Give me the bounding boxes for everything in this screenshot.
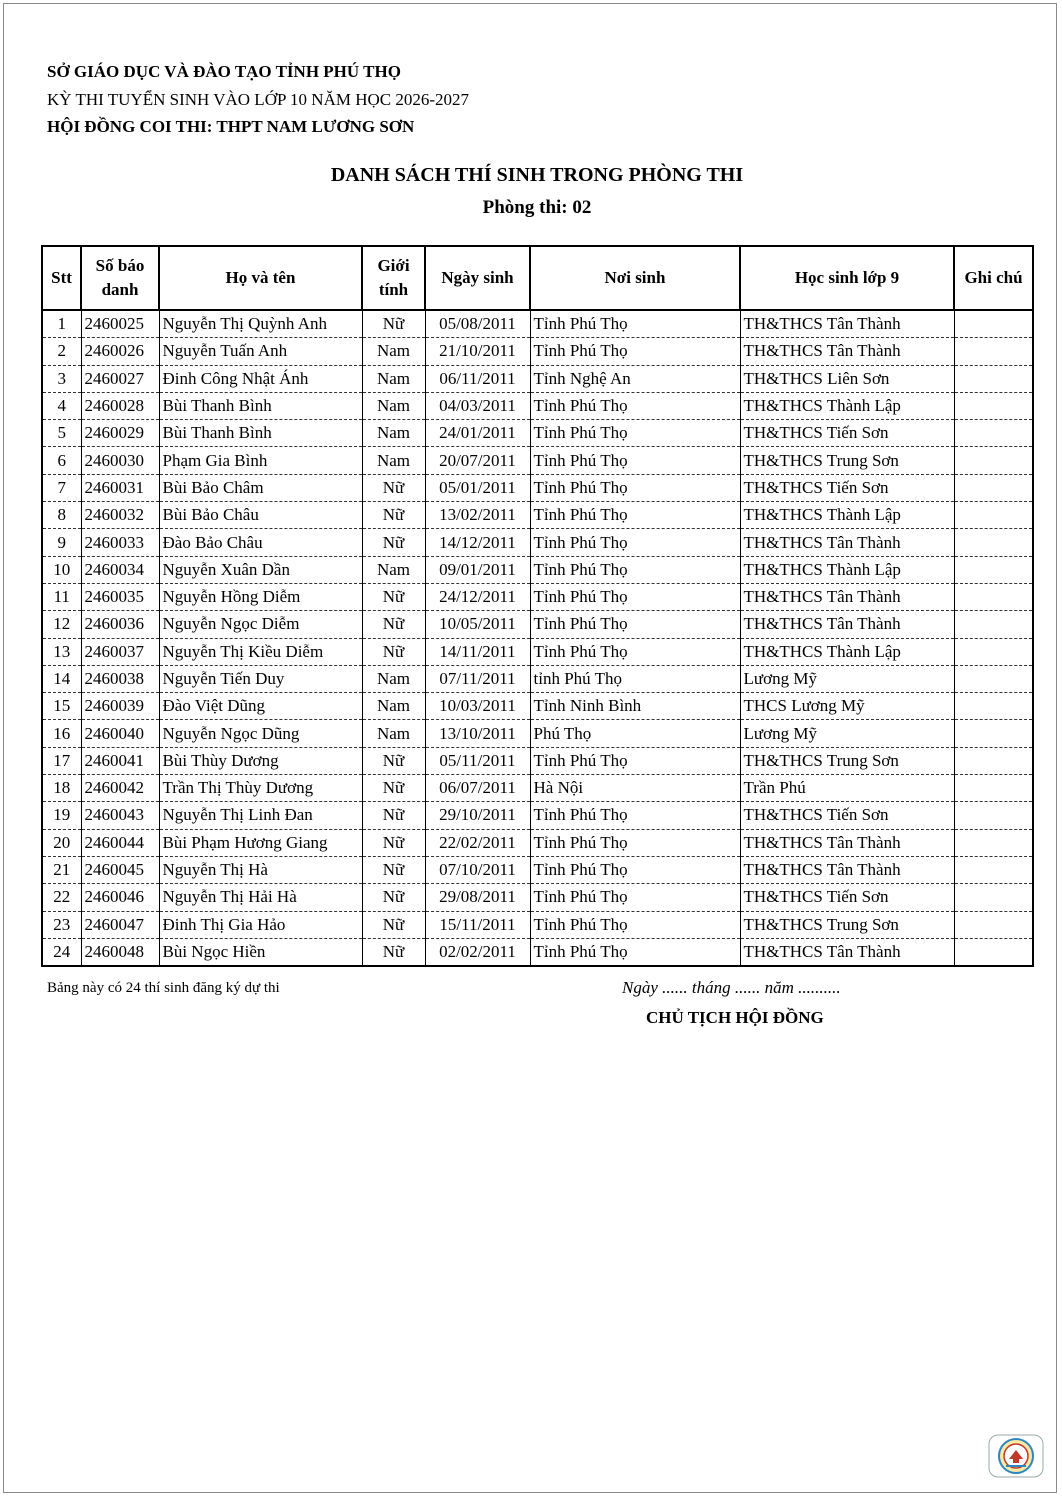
table-row [42, 720, 1033, 747]
cell-dob: 21/10/2011 [425, 338, 530, 365]
cell-note [954, 911, 1033, 938]
cell-gender: Nữ [362, 611, 425, 638]
cell-note [954, 365, 1033, 392]
cell-name: Nguyễn Xuân Dần [159, 556, 362, 583]
cell-sbd: 2460037 [81, 638, 159, 665]
cell-pob: Tỉnh Phú Thọ [530, 884, 740, 911]
cell-name: Bùi Thanh Bình [159, 420, 362, 447]
cell-dob: 29/10/2011 [425, 802, 530, 829]
cell-gender: Nam [362, 420, 425, 447]
cell-pob: Tỉnh Nghệ An [530, 365, 740, 392]
table-row [42, 747, 1033, 774]
cell-note [954, 529, 1033, 556]
cell-pob: Tỉnh Phú Thọ [530, 556, 740, 583]
cell-stt: 2 [42, 338, 81, 365]
cell-school: TH&THCS Tiến Sơn [740, 474, 954, 501]
department-heading: SỞ GIÁO DỤC VÀ ĐÀO TẠO TỈNH PHÚ THỌ [47, 62, 401, 81]
cell-note [954, 829, 1033, 856]
cell-stt: 9 [42, 529, 81, 556]
cell-name: Nguyễn Tiến Duy [159, 665, 362, 692]
cell-pob: Tỉnh Phú Thọ [530, 338, 740, 365]
cell-stt: 18 [42, 775, 81, 802]
table-header-row [42, 246, 1033, 310]
cell-school: TH&THCS Tân Thành [740, 310, 954, 338]
cell-school: TH&THCS Tiến Sơn [740, 420, 954, 447]
cell-stt: 19 [42, 802, 81, 829]
cell-dob: 24/12/2011 [425, 583, 530, 610]
cell-pob: Tỉnh Phú Thọ [530, 802, 740, 829]
cell-pob: Tỉnh Phú Thọ [530, 583, 740, 610]
cell-note [954, 856, 1033, 883]
table-row [42, 502, 1033, 529]
cell-dob: 24/01/2011 [425, 420, 530, 447]
cell-dob: 05/08/2011 [425, 310, 530, 338]
cell-pob: tỉnh Phú Thọ [530, 665, 740, 692]
cell-sbd: 2460040 [81, 720, 159, 747]
cell-note [954, 310, 1033, 338]
cell-dob: 13/02/2011 [425, 502, 530, 529]
cell-school: TH&THCS Tân Thành [740, 611, 954, 638]
cell-dob: 02/02/2011 [425, 938, 530, 966]
cell-gender: Nam [362, 720, 425, 747]
cell-name: Đinh Thị Gia Hảo [159, 911, 362, 938]
cell-name: Nguyễn Thị Hà [159, 856, 362, 883]
cell-stt: 15 [42, 693, 81, 720]
cell-sbd: 2460039 [81, 693, 159, 720]
cell-name: Nguyễn Tuấn Anh [159, 338, 362, 365]
cell-school: TH&THCS Thành Lập [740, 392, 954, 419]
cell-school: TH&THCS Tân Thành [740, 583, 954, 610]
cell-school: TH&THCS Thành Lập [740, 638, 954, 665]
cell-sbd: 2460032 [81, 502, 159, 529]
table-row [42, 365, 1033, 392]
cell-pob: Tỉnh Phú Thọ [530, 447, 740, 474]
cell-dob: 22/02/2011 [425, 829, 530, 856]
cell-pob: Tỉnh Phú Thọ [530, 611, 740, 638]
cell-note [954, 638, 1033, 665]
cell-pob: Tỉnh Phú Thọ [530, 829, 740, 856]
cell-gender: Nữ [362, 310, 425, 338]
table-row [42, 884, 1033, 911]
cell-gender: Nữ [362, 474, 425, 501]
cell-name: Đinh Công Nhật Ánh [159, 365, 362, 392]
cell-name: Bùi Thanh Bình [159, 392, 362, 419]
cell-stt: 14 [42, 665, 81, 692]
cell-name: Nguyễn Ngọc Dũng [159, 720, 362, 747]
cell-school: Lương Mỹ [740, 665, 954, 692]
cell-school: TH&THCS Trung Sơn [740, 447, 954, 474]
cell-name: Nguyễn Thị Quỳnh Anh [159, 310, 362, 338]
table-row [42, 938, 1033, 966]
table-row [42, 829, 1033, 856]
cell-dob: 10/05/2011 [425, 611, 530, 638]
col-header-dob: Ngày sinh [425, 246, 530, 310]
cell-note [954, 775, 1033, 802]
room-number: Phòng thi: 02 [482, 197, 592, 218]
cell-name: Đào Bảo Châu [159, 529, 362, 556]
table-row [42, 392, 1033, 419]
cell-note [954, 474, 1033, 501]
cell-dob: 05/11/2011 [425, 747, 530, 774]
cell-note [954, 665, 1033, 692]
cell-pob: Tỉnh Phú Thọ [530, 938, 740, 966]
cell-gender: Nữ [362, 802, 425, 829]
cell-sbd: 2460046 [81, 884, 159, 911]
table-row [42, 911, 1033, 938]
cell-name: Nguyễn Thị Kiều Diễm [159, 638, 362, 665]
cell-stt: 8 [42, 502, 81, 529]
cell-pob: Tỉnh Phú Thọ [530, 747, 740, 774]
cell-stt: 12 [42, 611, 81, 638]
col-header-school: Học sinh lớp 9 [740, 246, 954, 310]
cell-sbd: 2460041 [81, 747, 159, 774]
cell-name: Phạm Gia Bình [159, 447, 362, 474]
col-header-sbd-line1: Số báo [95, 256, 145, 275]
cell-stt: 5 [42, 420, 81, 447]
col-header-sbd [81, 246, 159, 310]
cell-name: Nguyễn Hồng Diễm [159, 583, 362, 610]
cell-note [954, 392, 1033, 419]
date-line: Ngày ...... tháng ...... năm .......... [622, 978, 841, 997]
cell-dob: 07/10/2011 [425, 856, 530, 883]
cell-sbd: 2460027 [81, 365, 159, 392]
cell-name: Bùi Bảo Châm [159, 474, 362, 501]
col-header-name: Họ và tên [159, 246, 362, 310]
exam-heading: KỲ THI TUYỂN SINH VÀO LỚP 10 NĂM HỌC 2026-2027 [47, 90, 470, 109]
table-row [42, 529, 1033, 556]
cell-sbd: 2460036 [81, 611, 159, 638]
cell-pob: Tỉnh Phú Thọ [530, 638, 740, 665]
table-row [42, 693, 1033, 720]
cell-school: TH&THCS Tân Thành [740, 338, 954, 365]
cell-stt: 23 [42, 911, 81, 938]
cell-gender: Nam [362, 365, 425, 392]
cell-sbd: 2460047 [81, 911, 159, 938]
col-header-pob: Nơi sinh [530, 246, 740, 310]
cell-sbd: 2460048 [81, 938, 159, 966]
cell-sbd: 2460035 [81, 583, 159, 610]
cell-note [954, 556, 1033, 583]
col-header-sbd-line2: danh [101, 280, 139, 299]
cell-school: TH&THCS Tân Thành [740, 856, 954, 883]
col-header-gender [362, 246, 425, 310]
cell-dob: 10/03/2011 [425, 693, 530, 720]
cell-school: TH&THCS Trung Sơn [740, 747, 954, 774]
table-row [42, 447, 1033, 474]
cell-dob: 29/08/2011 [425, 884, 530, 911]
cell-gender: Nữ [362, 938, 425, 966]
cell-pob: Hà Nội [530, 775, 740, 802]
table-row [42, 556, 1033, 583]
cell-school: TH&THCS Liên Sơn [740, 365, 954, 392]
cell-school: TH&THCS Thành Lập [740, 556, 954, 583]
cell-school: Trần Phú [740, 775, 954, 802]
cell-note [954, 802, 1033, 829]
cell-stt: 24 [42, 938, 81, 966]
cell-pob: Tỉnh Phú Thọ [530, 856, 740, 883]
cell-sbd: 2460042 [81, 775, 159, 802]
cell-sbd: 2460044 [81, 829, 159, 856]
table-row [42, 665, 1033, 692]
table-row [42, 310, 1033, 338]
cell-school: TH&THCS Tiến Sơn [740, 884, 954, 911]
cell-gender: Nữ [362, 884, 425, 911]
cell-sbd: 2460045 [81, 856, 159, 883]
cell-note [954, 693, 1033, 720]
cell-pob: Tỉnh Ninh Bình [530, 693, 740, 720]
cell-dob: 15/11/2011 [425, 911, 530, 938]
cell-note [954, 720, 1033, 747]
cell-name: Bùi Bảo Châu [159, 502, 362, 529]
exam-council-heading: HỘI ĐỒNG COI THI: THPT NAM LƯƠNG SƠN [47, 117, 415, 136]
cell-sbd: 2460028 [81, 392, 159, 419]
cell-school: TH&THCS Tân Thành [740, 938, 954, 966]
col-header-gender-line1: Giới [377, 256, 410, 275]
cell-stt: 4 [42, 392, 81, 419]
cell-gender: Nữ [362, 829, 425, 856]
col-header-note: Ghi chú [954, 246, 1033, 310]
col-header-stt: Stt [42, 246, 81, 310]
cell-gender: Nam [362, 392, 425, 419]
cell-stt: 7 [42, 474, 81, 501]
cell-gender: Nữ [362, 911, 425, 938]
cell-name: Nguyễn Thị Hải Hà [159, 884, 362, 911]
cell-dob: 07/11/2011 [425, 665, 530, 692]
cell-sbd: 2460025 [81, 310, 159, 338]
candidate-table [41, 245, 1034, 967]
cell-dob: 13/10/2011 [425, 720, 530, 747]
table-row [42, 638, 1033, 665]
document-title: DANH SÁCH THÍ SINH TRONG PHÒNG THI [330, 164, 744, 186]
cell-pob: Tỉnh Phú Thọ [530, 502, 740, 529]
cell-dob: 14/12/2011 [425, 529, 530, 556]
cell-pob: Tỉnh Phú Thọ [530, 310, 740, 338]
cell-gender: Nam [362, 693, 425, 720]
cell-stt: 20 [42, 829, 81, 856]
cell-note [954, 502, 1033, 529]
cell-sbd: 2460031 [81, 474, 159, 501]
cell-name: Nguyễn Ngọc Diễm [159, 611, 362, 638]
table-row [42, 474, 1033, 501]
cell-note [954, 420, 1033, 447]
col-header-gender-line2: tính [378, 280, 409, 299]
cell-pob: Tỉnh Phú Thọ [530, 911, 740, 938]
cell-note [954, 747, 1033, 774]
cell-note [954, 583, 1033, 610]
cell-pob: Tỉnh Phú Thọ [530, 474, 740, 501]
cell-stt: 1 [42, 310, 81, 338]
cell-school: TH&THCS Tiến Sơn [740, 802, 954, 829]
cell-gender: Nữ [362, 856, 425, 883]
cell-dob: 20/07/2011 [425, 447, 530, 474]
cell-gender: Nữ [362, 529, 425, 556]
cell-gender: Nam [362, 665, 425, 692]
cell-school: TH&THCS Tân Thành [740, 829, 954, 856]
cell-dob: 04/03/2011 [425, 392, 530, 419]
cell-dob: 14/11/2011 [425, 638, 530, 665]
cell-pob: Tỉnh Phú Thọ [530, 529, 740, 556]
cell-gender: Nữ [362, 638, 425, 665]
cell-name: Trần Thị Thùy Dương [159, 775, 362, 802]
count-note: Bảng này có 24 thí sinh đăng ký dự thi [47, 980, 280, 996]
cell-stt: 17 [42, 747, 81, 774]
cell-school: TH&THCS Thành Lập [740, 502, 954, 529]
table-row [42, 856, 1033, 883]
cell-sbd: 2460029 [81, 420, 159, 447]
cell-school: TH&THCS Tân Thành [740, 529, 954, 556]
cell-pob: Tỉnh Phú Thọ [530, 392, 740, 419]
cell-pob: Phú Thọ [530, 720, 740, 747]
school-emblem-icon [988, 1434, 1044, 1478]
table-row [42, 583, 1033, 610]
cell-note [954, 447, 1033, 474]
cell-gender: Nam [362, 338, 425, 365]
cell-stt: 13 [42, 638, 81, 665]
cell-school: TH&THCS Trung Sơn [740, 911, 954, 938]
table-row [42, 420, 1033, 447]
cell-dob: 06/07/2011 [425, 775, 530, 802]
cell-note [954, 884, 1033, 911]
cell-sbd: 2460034 [81, 556, 159, 583]
cell-gender: Nữ [362, 747, 425, 774]
cell-gender: Nữ [362, 775, 425, 802]
cell-name: Bùi Phạm Hương Giang [159, 829, 362, 856]
cell-stt: 3 [42, 365, 81, 392]
cell-gender: Nữ [362, 502, 425, 529]
cell-note [954, 938, 1033, 966]
cell-gender: Nam [362, 556, 425, 583]
cell-sbd: 2460043 [81, 802, 159, 829]
cell-stt: 11 [42, 583, 81, 610]
cell-sbd: 2460030 [81, 447, 159, 474]
cell-school: THCS Lương Mỹ [740, 693, 954, 720]
table-row [42, 802, 1033, 829]
table-row [42, 338, 1033, 365]
cell-school: Lương Mỹ [740, 720, 954, 747]
cell-name: Bùi Thùy Dương [159, 747, 362, 774]
cell-name: Bùi Ngọc Hiền [159, 938, 362, 966]
signer-title: CHỦ TỊCH HỘI ĐỒNG [646, 1008, 824, 1027]
cell-stt: 21 [42, 856, 81, 883]
cell-note [954, 611, 1033, 638]
cell-pob: Tỉnh Phú Thọ [530, 420, 740, 447]
cell-dob: 06/11/2011 [425, 365, 530, 392]
table-row [42, 775, 1033, 802]
cell-sbd: 2460033 [81, 529, 159, 556]
cell-stt: 10 [42, 556, 81, 583]
cell-name: Nguyễn Thị Linh Đan [159, 802, 362, 829]
cell-name: Đào Việt Dũng [159, 693, 362, 720]
cell-sbd: 2460038 [81, 665, 159, 692]
cell-dob: 09/01/2011 [425, 556, 530, 583]
cell-stt: 16 [42, 720, 81, 747]
cell-sbd: 2460026 [81, 338, 159, 365]
cell-stt: 22 [42, 884, 81, 911]
cell-dob: 05/01/2011 [425, 474, 530, 501]
cell-stt: 6 [42, 447, 81, 474]
table-row [42, 611, 1033, 638]
cell-gender: Nam [362, 447, 425, 474]
cell-gender: Nữ [362, 583, 425, 610]
cell-note [954, 338, 1033, 365]
